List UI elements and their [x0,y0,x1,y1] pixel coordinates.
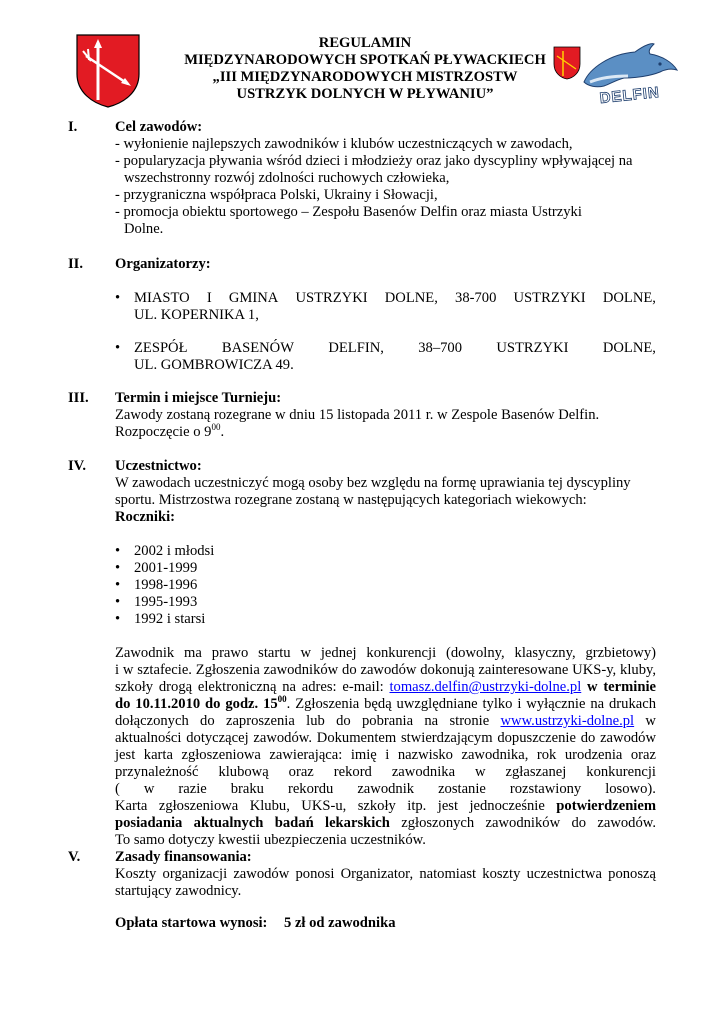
title-line-2: MIĘDZYNARODOWYCH SPOTKAŃ PŁYWACKIECH [184,52,546,68]
section-4-number: IV. [68,458,86,474]
title-line-1: REGULAMIN [318,35,412,51]
word: w [143,781,155,797]
word: MIASTO [134,290,190,306]
bullet-icon: • [115,611,121,627]
section-5-line-2: startujący zawodnicy. [115,883,242,899]
bullet-icon: • [115,290,121,306]
bullet-icon: • [115,577,121,593]
word: przynależność [115,764,199,780]
word: zawodnika [391,764,456,780]
bullet-icon: • [115,340,121,356]
paragraph-line: i w sztafecie. Zgłoszenia zawodników do zawodów dokonują zainteresowane UKS-y, kluby, [115,662,656,678]
title-line-4: USTRZYK DOLNYCH W PŁYWANIU” [236,86,494,102]
word: rekord [333,764,372,780]
paragraph-line: jest karta zgłoszeniowa zawierająca: imię i nazwisko zawodnika, rok urodzenia oraz [115,747,656,763]
text: szkoły drogą elektroniczną na adres: e-mail: [115,679,390,695]
text: . Zgłoszenia będą uwzględniane tylko i wyłącznie na drukach [286,696,657,712]
year-category: 1995-1993 [134,594,198,610]
period: . [220,424,225,440]
paragraph-line [115,679,656,696]
word: klubową [218,764,269,780]
paragraph-line [115,764,656,781]
word: ZESPÓŁ [134,340,188,356]
word: DELFIN, [328,340,384,356]
word: USTRZYKI [496,340,569,356]
start-time-minutes: 00 [211,422,221,433]
word: DOLNE, [602,290,656,306]
organizer-1-line-2: UL. KOPERNIKA 1, [134,307,259,323]
section-1-line: - promocja obiektu sportowego – Zespołu Basenów Delfin oraz miasta Ustrzyki [115,204,582,220]
word: oraz [288,764,314,780]
year-category: 1992 i starsi [134,611,206,627]
section-3-line-2 [115,424,224,441]
section-4-heading: Uczestnictwo: [115,458,202,474]
deadline-minutes: 00 [277,694,287,705]
paragraph-line: To samo dotyczy kwestii ubezpieczenia uczestników. [115,832,426,848]
paragraph-line: aktualności dotyczącej zawodów. Dokumentem stwierdzającym dopuszczenie do zawodów [115,730,656,746]
fee-value: 5 zł od zawodnika [284,915,396,931]
paragraph-line: Zawodnik ma prawo startu w jednej konkurencji (dowolny, klasyczny, grzbietowy) [115,645,656,661]
word: rozstawiony [509,781,582,797]
word: zgłaszanej [505,764,567,780]
title-line-3: „III MIĘDZYNARODOWYCH MISTRZOSTW [212,69,518,85]
section-1-line: Dolne. [124,221,164,237]
word: ( [115,781,120,797]
deadline-text: w terminie [581,679,656,695]
paragraph-line [115,713,656,730]
section-1-line: - przygraniczna współpraca Polski, Ukrainy i Słowacji, [115,187,438,203]
section-5-number: V. [68,849,81,865]
text: Karta zgłoszeniowa Klubu, UKS-u, szkoły itp. jest jednocześnie [115,798,557,814]
year-category: 1998-1996 [134,577,198,593]
word: braku [230,781,264,797]
coat-of-arms-left [76,34,140,108]
year-category: 2001-1999 [134,560,198,576]
section-2-number: II. [68,256,84,272]
word: BASENÓW [221,340,295,356]
word: 38–700 [418,340,462,356]
emphasis-text: potwierdzeniem [556,798,656,814]
word: w [475,764,486,780]
word: DOLNE, [384,290,438,306]
paragraph-line [115,781,656,798]
paragraph-line [115,798,656,815]
year-category: 2002 i młodsi [134,543,215,559]
word: konkurencji [586,764,656,780]
section-3-number: III. [68,390,89,406]
word: GMINA [228,290,279,306]
word: zawodnik [357,781,415,797]
website-link[interactable]: www.ustrzyki-dolne.pl [500,713,635,729]
section-1-line: - popularyzacja pływania wśród dzieci i młodzieży oraz jako dyscypliny wpływającej na [115,153,633,169]
word: razie [178,781,207,797]
delfin-logo [580,40,680,106]
bullet-icon: • [115,560,121,576]
organizer-2-line-2: UL. GOMBROWICZA 49. [134,357,294,373]
word: USTRZYKI [295,290,368,306]
section-3-heading: Termin i miejsce Turnieju: [115,390,282,406]
section-5-heading: Zasady finansowania: [115,849,252,865]
bullet-icon: • [115,594,121,610]
section-1-heading: Cel zawodów: [115,119,203,135]
organizer-1-line-1 [134,290,656,307]
fee-label: Opłata startowa wynosi: [115,915,268,931]
delfin-logo-text: DELFIN [598,83,661,106]
word: 38-700 [455,290,497,306]
word: zostanie [438,781,486,797]
start-time-text: Rozpoczęcie o 9 [115,424,212,440]
emphasis-text: posiadania aktualnych badań lekarskich [115,815,390,831]
section-3-line-1: Zawody zostaną rozegrane w dniu 15 listopada 2011 r. w Zespole Basenów Delfin. [115,407,600,423]
section-5-line-1: Koszty organizacji zawodów ponosi Organizator, natomiast koszty uczestnictwa ponoszą [115,866,656,882]
section-4-intro-1: W zawodach uczestniczyć mogą osoby bez względu na formę uprawiania tej dyscypliny [115,475,631,491]
bullet-icon: • [115,543,121,559]
text: zgłoszonych zawodników do zawodów. [389,815,656,831]
text: dołączonych do zaproszenia lub do pobrania na stronie [115,713,501,729]
section-1-number: I. [68,119,78,135]
organizer-2-line-1 [134,340,656,357]
word: I [206,290,212,306]
section-2-heading: Organizatorzy: [115,256,211,272]
section-1-line: wszechstronny rozwój zdolności ruchowych człowieka, [124,170,450,186]
word: losowo). [605,781,656,797]
word: DOLNE, [602,340,656,356]
text: w [634,713,656,729]
word: USTRZYKI [513,290,586,306]
deadline-text: do 10.11.2010 do godz. 15 [115,696,278,712]
section-1-line: - wyłonienie najlepszych zawodników i klubów uczestniczących w zawodach, [115,136,573,152]
word: rekordu [287,781,334,797]
email-link[interactable]: tomasz.delfin@ustrzyki-dolne.pl [389,679,582,695]
paragraph-line [115,696,656,713]
paragraph-line [115,815,656,832]
years-label: Roczniki: [115,509,175,525]
section-4-intro-2: sportu. Mistrzostwa rozegrane zostaną w następujących kategoriach wiekowych: [115,492,587,508]
